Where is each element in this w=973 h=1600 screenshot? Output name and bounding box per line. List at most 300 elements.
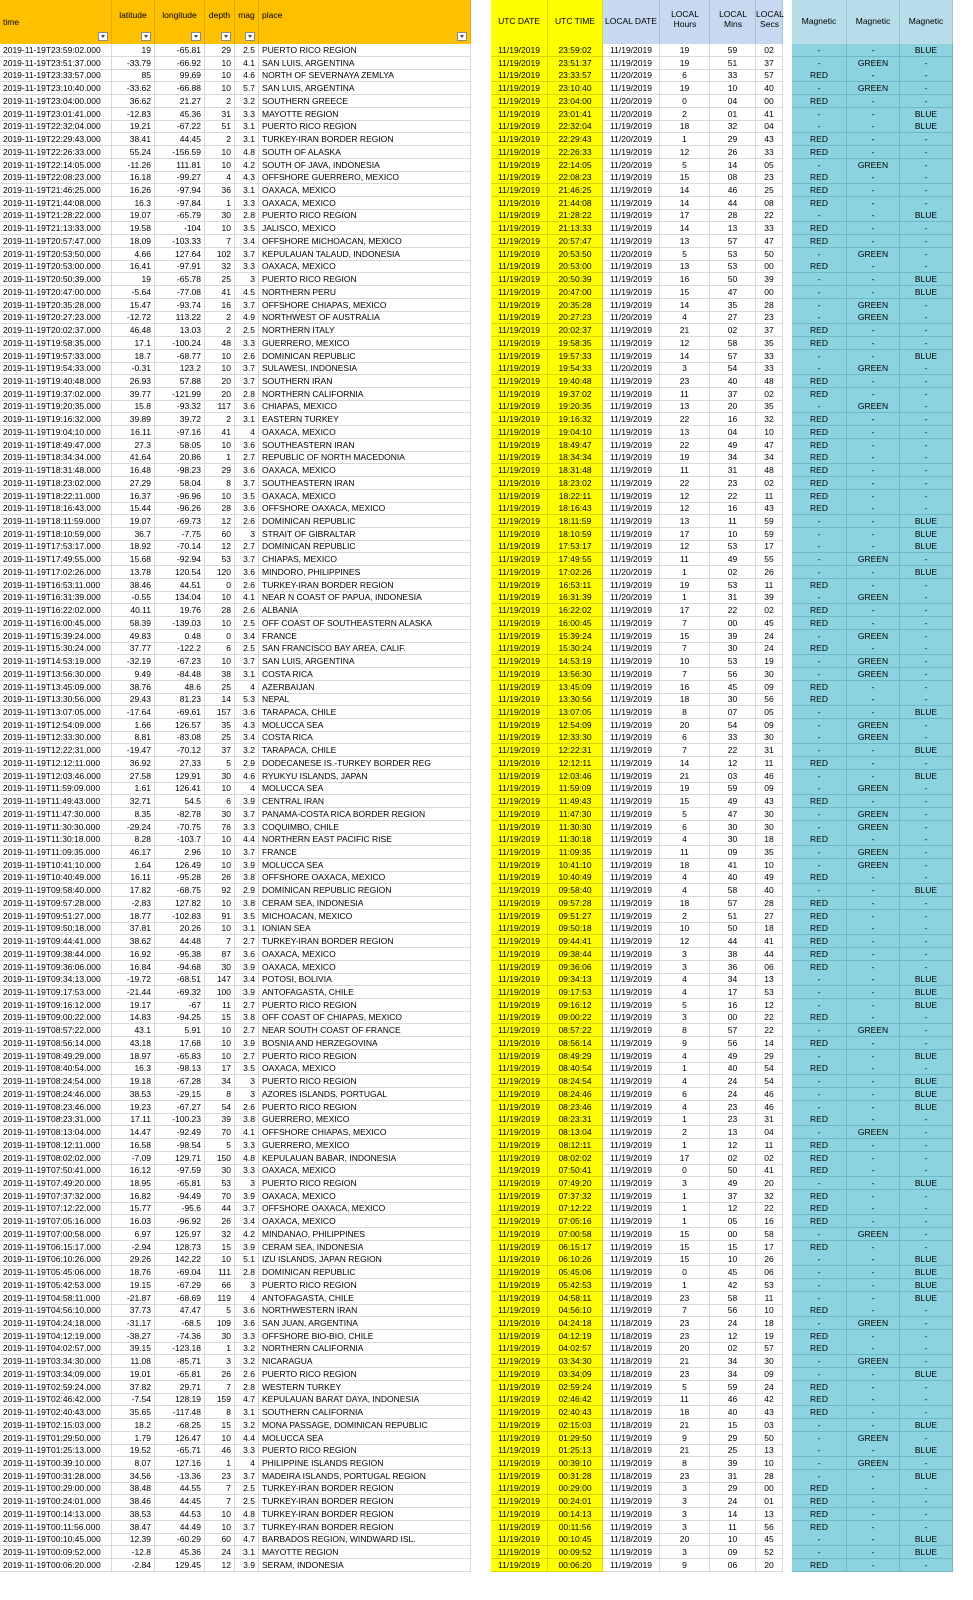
- cell-magnetic-3[interactable]: -: [900, 82, 953, 95]
- cell-lon[interactable]: -68.25: [155, 1419, 205, 1432]
- cell-magnetic-2[interactable]: -: [847, 1241, 900, 1254]
- cell-local-mins[interactable]: 53: [710, 579, 756, 592]
- cell-magnetic-3[interactable]: -: [900, 1508, 953, 1521]
- cell-depth[interactable]: 26: [205, 871, 235, 884]
- cell-time[interactable]: 2019-11-19T22:14:05.000: [0, 159, 112, 172]
- cell-magnetic-2[interactable]: -: [847, 617, 900, 630]
- cell-lon[interactable]: 44.45: [155, 1495, 205, 1508]
- cell-magnetic-3[interactable]: -: [900, 1113, 953, 1126]
- cell-local-mins[interactable]: 34: [710, 1355, 756, 1368]
- cell-magnetic-3[interactable]: BLUE: [900, 1266, 953, 1279]
- cell-time[interactable]: 2019-11-19T06:15:17.000: [0, 1241, 112, 1254]
- cell-local-mins[interactable]: 58: [710, 1292, 756, 1305]
- cell-magnetic-3[interactable]: -: [900, 388, 953, 401]
- cell-magnetic-1[interactable]: -: [792, 986, 847, 999]
- cell-time[interactable]: 2019-11-19T09:16:12.000: [0, 999, 112, 1012]
- cell-utc-time[interactable]: 13:07:05: [548, 706, 603, 719]
- cell-magnetic-3[interactable]: BLUE: [900, 1050, 953, 1063]
- cell-lon[interactable]: 123.2: [155, 362, 205, 375]
- cell-local-secs[interactable]: 22: [756, 1024, 783, 1037]
- cell-local-hours[interactable]: 4: [660, 1101, 710, 1114]
- cell-lon[interactable]: -65.83: [155, 1050, 205, 1063]
- cell-utc-time[interactable]: 09:38:44: [548, 948, 603, 961]
- cell-utc-date[interactable]: 11/19/2019: [491, 1202, 548, 1215]
- cell-time[interactable]: 2019-11-19T12:54:09.000: [0, 719, 112, 732]
- cell-lon[interactable]: -104: [155, 222, 205, 235]
- cell-lon[interactable]: 81.23: [155, 693, 205, 706]
- cell-magnetic-2[interactable]: -: [847, 897, 900, 910]
- cell-utc-time[interactable]: 13:56:30: [548, 668, 603, 681]
- cell-depth[interactable]: 30: [205, 209, 235, 222]
- cell-lat[interactable]: 46.48: [112, 324, 155, 337]
- cell-magnetic-3[interactable]: BLUE: [900, 1444, 953, 1457]
- cell-magnetic-1[interactable]: -: [792, 591, 847, 604]
- cell-local-secs[interactable]: 53: [756, 986, 783, 999]
- cell-utc-date[interactable]: 11/19/2019: [491, 273, 548, 286]
- cell-lon[interactable]: -98.23: [155, 464, 205, 477]
- cell-place[interactable]: OAXACA, MEXICO: [259, 426, 471, 439]
- cell-mag[interactable]: 4.7: [235, 1393, 259, 1406]
- cell-local-mins[interactable]: 58: [710, 884, 756, 897]
- cell-utc-date[interactable]: 11/19/2019: [491, 693, 548, 706]
- cell-mag[interactable]: 3.7: [235, 1470, 259, 1483]
- cell-lon[interactable]: -96.96: [155, 490, 205, 503]
- cell-lon[interactable]: -70.12: [155, 744, 205, 757]
- cell-local-hours[interactable]: 18: [660, 120, 710, 133]
- cell-magnetic-1[interactable]: RED: [792, 1062, 847, 1075]
- table-row[interactable]: [0, 1470, 973, 1483]
- cell-local-hours[interactable]: 18: [660, 1406, 710, 1419]
- cell-time[interactable]: 2019-11-19T20:57:47.000: [0, 235, 112, 248]
- table-row[interactable]: [0, 591, 973, 604]
- cell-magnetic-2[interactable]: -: [847, 260, 900, 273]
- cell-local-secs[interactable]: 02: [756, 477, 783, 490]
- cell-time[interactable]: 2019-11-19T11:59:09.000: [0, 782, 112, 795]
- cell-magnetic-2[interactable]: -: [847, 770, 900, 783]
- table-row[interactable]: [0, 973, 973, 986]
- cell-magnetic-1[interactable]: RED: [792, 1330, 847, 1343]
- cell-utc-date[interactable]: 11/19/2019: [491, 146, 548, 159]
- cell-place[interactable]: SOUTHERN CALIFORNIA: [259, 1406, 471, 1419]
- cell-local-secs[interactable]: 46: [756, 770, 783, 783]
- cell-magnetic-1[interactable]: RED: [792, 1482, 847, 1495]
- cell-local-date[interactable]: 11/19/2019: [603, 388, 660, 401]
- cell-utc-date[interactable]: 11/19/2019: [491, 770, 548, 783]
- cell-depth[interactable]: 10: [205, 1037, 235, 1050]
- cell-utc-date[interactable]: 11/19/2019: [491, 400, 548, 413]
- table-row[interactable]: [0, 133, 973, 146]
- cell-local-mins[interactable]: 02: [710, 1342, 756, 1355]
- cell-mag[interactable]: 3.2: [235, 744, 259, 757]
- cell-magnetic-3[interactable]: -: [900, 1342, 953, 1355]
- cell-magnetic-1[interactable]: -: [792, 1088, 847, 1101]
- cell-local-secs[interactable]: 24: [756, 630, 783, 643]
- cell-depth[interactable]: 26: [205, 1368, 235, 1381]
- cell-time[interactable]: 2019-11-19T07:50:41.000: [0, 1164, 112, 1177]
- cell-place[interactable]: NORTHERN PERU: [259, 286, 471, 299]
- cell-magnetic-1[interactable]: -: [792, 884, 847, 897]
- cell-magnetic-2[interactable]: GREEN: [847, 630, 900, 643]
- cell-time[interactable]: 2019-11-19T09:17:53.000: [0, 986, 112, 999]
- cell-depth[interactable]: 8: [205, 1088, 235, 1101]
- cell-lat[interactable]: -19.72: [112, 973, 155, 986]
- cell-magnetic-1[interactable]: RED: [792, 795, 847, 808]
- cell-utc-date[interactable]: 11/19/2019: [491, 846, 548, 859]
- cell-time[interactable]: 2019-11-19T05:45:06.000: [0, 1266, 112, 1279]
- cell-place[interactable]: MAYOTTE REGION: [259, 1546, 471, 1559]
- table-row[interactable]: [0, 1330, 973, 1343]
- cell-lat[interactable]: 39.15: [112, 1342, 155, 1355]
- cell-magnetic-2[interactable]: -: [847, 44, 900, 57]
- cell-local-mins[interactable]: 53: [710, 540, 756, 553]
- cell-place[interactable]: DOMINICAN REPUBLIC: [259, 1266, 471, 1279]
- cell-local-hours[interactable]: 13: [660, 515, 710, 528]
- cell-magnetic-2[interactable]: -: [847, 1482, 900, 1495]
- table-row[interactable]: [0, 1024, 973, 1037]
- cell-local-date[interactable]: 11/19/2019: [603, 57, 660, 70]
- cell-place[interactable]: OFFSHORE OAXACA, MEXICO: [259, 502, 471, 515]
- cell-depth[interactable]: 150: [205, 1152, 235, 1165]
- cell-magnetic-2[interactable]: GREEN: [847, 1432, 900, 1445]
- cell-lon[interactable]: 120.54: [155, 566, 205, 579]
- cell-magnetic-3[interactable]: -: [900, 1011, 953, 1024]
- table-row[interactable]: [0, 528, 973, 541]
- cell-time[interactable]: 2019-11-19T17:49:55.000: [0, 553, 112, 566]
- cell-place[interactable]: MONA PASSAGE, DOMINICAN REPUBLIC: [259, 1419, 471, 1432]
- cell-local-secs[interactable]: 30: [756, 1355, 783, 1368]
- cell-depth[interactable]: 5: [205, 1304, 235, 1317]
- cell-magnetic-1[interactable]: RED: [792, 95, 847, 108]
- cell-magnetic-2[interactable]: GREEN: [847, 846, 900, 859]
- cell-lat[interactable]: 19.07: [112, 515, 155, 528]
- cell-magnetic-1[interactable]: -: [792, 1368, 847, 1381]
- cell-magnetic-1[interactable]: -: [792, 1457, 847, 1470]
- cell-time[interactable]: 2019-11-19T19:58:35.000: [0, 337, 112, 350]
- cell-time[interactable]: 2019-11-19T00:29:00.000: [0, 1482, 112, 1495]
- cell-utc-time[interactable]: 14:53:19: [548, 655, 603, 668]
- cell-mag[interactable]: 5.3: [235, 693, 259, 706]
- cell-time[interactable]: 2019-11-19T13:45:09.000: [0, 681, 112, 694]
- cell-mag[interactable]: 3: [235, 1279, 259, 1292]
- cell-magnetic-3[interactable]: BLUE: [900, 1177, 953, 1190]
- cell-local-hours[interactable]: 5: [660, 248, 710, 261]
- cell-time[interactable]: 2019-11-19T02:46:42.000: [0, 1393, 112, 1406]
- cell-magnetic-2[interactable]: -: [847, 108, 900, 121]
- cell-local-date[interactable]: 11/19/2019: [603, 1101, 660, 1114]
- cell-lat[interactable]: 16.03: [112, 1215, 155, 1228]
- cell-local-hours[interactable]: 14: [660, 350, 710, 363]
- cell-depth[interactable]: 6: [205, 642, 235, 655]
- cell-place[interactable]: PUERTO RICO REGION: [259, 120, 471, 133]
- cell-local-date[interactable]: 11/19/2019: [603, 1139, 660, 1152]
- cell-mag[interactable]: 4.2: [235, 1228, 259, 1241]
- cell-time[interactable]: 2019-11-19T00:24:01.000: [0, 1495, 112, 1508]
- cell-magnetic-1[interactable]: RED: [792, 197, 847, 210]
- header-magnetic-1[interactable]: [792, 0, 847, 44]
- cell-utc-date[interactable]: 11/19/2019: [491, 1215, 548, 1228]
- header-latitude[interactable]: [112, 0, 155, 44]
- cell-depth[interactable]: 37: [205, 744, 235, 757]
- cell-time[interactable]: 2019-11-19T13:30:56.000: [0, 693, 112, 706]
- cell-magnetic-3[interactable]: BLUE: [900, 999, 953, 1012]
- cell-utc-time[interactable]: 07:00:58: [548, 1228, 603, 1241]
- cell-local-mins[interactable]: 00: [710, 1228, 756, 1241]
- cell-lon[interactable]: 21.27: [155, 95, 205, 108]
- cell-place[interactable]: OFFSHORE OAXACA, MEXICO: [259, 1202, 471, 1215]
- cell-local-date[interactable]: 11/19/2019: [603, 1304, 660, 1317]
- cell-magnetic-1[interactable]: RED: [792, 490, 847, 503]
- cell-lon[interactable]: 44.51: [155, 579, 205, 592]
- cell-lon[interactable]: -67: [155, 999, 205, 1012]
- cell-local-secs[interactable]: 54: [756, 1062, 783, 1075]
- cell-place[interactable]: KEPULAUAN BARAT DAYA, INDONESIA: [259, 1393, 471, 1406]
- cell-local-mins[interactable]: 23: [710, 1113, 756, 1126]
- cell-local-secs[interactable]: 05: [756, 706, 783, 719]
- cell-local-secs[interactable]: 50: [756, 248, 783, 261]
- cell-lat[interactable]: -12.72: [112, 311, 155, 324]
- cell-local-hours[interactable]: 10: [660, 655, 710, 668]
- cell-magnetic-2[interactable]: -: [847, 579, 900, 592]
- cell-time[interactable]: 2019-11-19T17:53:17.000: [0, 540, 112, 553]
- table-row[interactable]: [0, 1292, 973, 1305]
- cell-lat[interactable]: 16.11: [112, 426, 155, 439]
- cell-time[interactable]: 2019-11-19T14:53:19.000: [0, 655, 112, 668]
- cell-local-hours[interactable]: 1: [660, 1202, 710, 1215]
- cell-mag[interactable]: 3.2: [235, 1355, 259, 1368]
- table-row[interactable]: [0, 604, 973, 617]
- header-place[interactable]: [259, 0, 471, 44]
- cell-magnetic-1[interactable]: RED: [792, 324, 847, 337]
- cell-utc-date[interactable]: 11/19/2019: [491, 413, 548, 426]
- cell-depth[interactable]: 46: [205, 1444, 235, 1457]
- cell-lon[interactable]: -68.51: [155, 973, 205, 986]
- cell-depth[interactable]: 3: [205, 1355, 235, 1368]
- table-row[interactable]: [0, 248, 973, 261]
- cell-utc-time[interactable]: 00:24:01: [548, 1495, 603, 1508]
- cell-local-secs[interactable]: 33: [756, 222, 783, 235]
- cell-utc-time[interactable]: 18:10:59: [548, 528, 603, 541]
- cell-lat[interactable]: 34.56: [112, 1470, 155, 1483]
- cell-magnetic-1[interactable]: -: [792, 808, 847, 821]
- cell-local-mins[interactable]: 11: [710, 1521, 756, 1534]
- cell-local-hours[interactable]: 15: [660, 1228, 710, 1241]
- cell-local-date[interactable]: 11/20/2019: [603, 95, 660, 108]
- cell-utc-date[interactable]: 11/19/2019: [491, 655, 548, 668]
- table-row[interactable]: [0, 706, 973, 719]
- cell-utc-date[interactable]: 11/19/2019: [491, 82, 548, 95]
- cell-lon[interactable]: 58.05: [155, 439, 205, 452]
- cell-magnetic-1[interactable]: -: [792, 286, 847, 299]
- cell-lat[interactable]: -0.55: [112, 591, 155, 604]
- cell-magnetic-3[interactable]: -: [900, 184, 953, 197]
- cell-utc-date[interactable]: 11/19/2019: [491, 999, 548, 1012]
- cell-local-hours[interactable]: 15: [660, 171, 710, 184]
- cell-time[interactable]: 2019-11-19T11:49:43.000: [0, 795, 112, 808]
- cell-local-mins[interactable]: 40: [710, 1406, 756, 1419]
- cell-utc-time[interactable]: 22:14:05: [548, 159, 603, 172]
- cell-magnetic-2[interactable]: -: [847, 884, 900, 897]
- cell-lat[interactable]: -7.09: [112, 1152, 155, 1165]
- cell-magnetic-1[interactable]: RED: [792, 260, 847, 273]
- cell-local-secs[interactable]: 39: [756, 591, 783, 604]
- cell-place[interactable]: DOMINICAN REPUBLIC REGION: [259, 884, 471, 897]
- cell-depth[interactable]: 70: [205, 1190, 235, 1203]
- cell-mag[interactable]: 3.7: [235, 808, 259, 821]
- cell-magnetic-3[interactable]: -: [900, 897, 953, 910]
- cell-local-secs[interactable]: 10: [756, 859, 783, 872]
- cell-time[interactable]: 2019-11-19T15:30:24.000: [0, 642, 112, 655]
- cell-local-date[interactable]: 11/19/2019: [603, 821, 660, 834]
- cell-time[interactable]: 2019-11-19T19:40:48.000: [0, 375, 112, 388]
- cell-local-date[interactable]: 11/19/2019: [603, 782, 660, 795]
- cell-utc-time[interactable]: 08:24:46: [548, 1088, 603, 1101]
- cell-local-secs[interactable]: 35: [756, 400, 783, 413]
- cell-depth[interactable]: 31: [205, 108, 235, 121]
- cell-depth[interactable]: 10: [205, 1253, 235, 1266]
- cell-lat[interactable]: 58.39: [112, 617, 155, 630]
- cell-lat[interactable]: 8.81: [112, 731, 155, 744]
- cell-lat[interactable]: 6.97: [112, 1228, 155, 1241]
- cell-time[interactable]: 2019-11-19T07:37:32.000: [0, 1190, 112, 1203]
- cell-magnetic-1[interactable]: -: [792, 57, 847, 70]
- cell-local-secs[interactable]: 02: [756, 604, 783, 617]
- cell-magnetic-1[interactable]: -: [792, 248, 847, 261]
- cell-lat[interactable]: 43.1: [112, 1024, 155, 1037]
- table-row[interactable]: [0, 833, 973, 846]
- cell-magnetic-3[interactable]: -: [900, 1241, 953, 1254]
- cell-utc-date[interactable]: 11/19/2019: [491, 706, 548, 719]
- cell-local-date[interactable]: 11/19/2019: [603, 999, 660, 1012]
- cell-local-date[interactable]: 11/18/2019: [603, 1368, 660, 1381]
- cell-lat[interactable]: 19.23: [112, 1101, 155, 1114]
- cell-lat[interactable]: 39.77: [112, 388, 155, 401]
- cell-local-mins[interactable]: 34: [710, 1368, 756, 1381]
- cell-magnetic-3[interactable]: -: [900, 1215, 953, 1228]
- cell-depth[interactable]: 10: [205, 897, 235, 910]
- cell-utc-date[interactable]: 11/19/2019: [491, 490, 548, 503]
- cell-utc-time[interactable]: 08:24:54: [548, 1075, 603, 1088]
- cell-utc-time[interactable]: 13:45:09: [548, 681, 603, 694]
- cell-utc-time[interactable]: 12:22:31: [548, 744, 603, 757]
- cell-local-mins[interactable]: 13: [710, 222, 756, 235]
- cell-magnetic-3[interactable]: -: [900, 846, 953, 859]
- cell-local-hours[interactable]: 19: [660, 82, 710, 95]
- cell-local-secs[interactable]: 13: [756, 973, 783, 986]
- cell-lon[interactable]: -102.83: [155, 910, 205, 923]
- table-row[interactable]: [0, 1559, 973, 1572]
- cell-local-mins[interactable]: 07: [710, 706, 756, 719]
- cell-lat[interactable]: 27.29: [112, 477, 155, 490]
- cell-magnetic-3[interactable]: -: [900, 655, 953, 668]
- cell-mag[interactable]: 2.8: [235, 209, 259, 222]
- cell-lon[interactable]: 129.71: [155, 1152, 205, 1165]
- cell-magnetic-3[interactable]: -: [900, 1432, 953, 1445]
- cell-local-date[interactable]: 11/19/2019: [603, 948, 660, 961]
- cell-local-secs[interactable]: 43: [756, 502, 783, 515]
- cell-magnetic-3[interactable]: -: [900, 248, 953, 261]
- cell-local-date[interactable]: 11/19/2019: [603, 681, 660, 694]
- cell-time[interactable]: 2019-11-19T12:33:30.000: [0, 731, 112, 744]
- table-row[interactable]: [0, 1241, 973, 1254]
- cell-utc-date[interactable]: 11/19/2019: [491, 1177, 548, 1190]
- cell-magnetic-3[interactable]: -: [900, 477, 953, 490]
- cell-local-mins[interactable]: 22: [710, 490, 756, 503]
- cell-utc-date[interactable]: 11/19/2019: [491, 1317, 548, 1330]
- cell-mag[interactable]: 2.7: [235, 540, 259, 553]
- cell-time[interactable]: 2019-11-19T03:34:09.000: [0, 1368, 112, 1381]
- cell-lat[interactable]: 35.65: [112, 1406, 155, 1419]
- cell-local-date[interactable]: 11/20/2019: [603, 159, 660, 172]
- cell-time[interactable]: 2019-11-19T20:27:23.000: [0, 311, 112, 324]
- cell-local-secs[interactable]: 19: [756, 1330, 783, 1343]
- cell-utc-date[interactable]: 11/19/2019: [491, 604, 548, 617]
- cell-local-date[interactable]: 11/19/2019: [603, 235, 660, 248]
- cell-magnetic-2[interactable]: -: [847, 1406, 900, 1419]
- cell-lat[interactable]: 16.11: [112, 871, 155, 884]
- cell-mag[interactable]: 2.7: [235, 935, 259, 948]
- cell-utc-date[interactable]: 11/19/2019: [491, 833, 548, 846]
- cell-local-secs[interactable]: 32: [756, 413, 783, 426]
- cell-magnetic-3[interactable]: BLUE: [900, 44, 953, 57]
- cell-place[interactable]: CHIAPAS, MEXICO: [259, 400, 471, 413]
- cell-time[interactable]: 2019-11-19T18:16:43.000: [0, 502, 112, 515]
- cell-utc-date[interactable]: 11/19/2019: [491, 1126, 548, 1139]
- cell-depth[interactable]: 54: [205, 1101, 235, 1114]
- cell-utc-time[interactable]: 03:34:09: [548, 1368, 603, 1381]
- cell-mag[interactable]: 3.6: [235, 464, 259, 477]
- cell-magnetic-1[interactable]: -: [792, 668, 847, 681]
- cell-local-secs[interactable]: 26: [756, 1253, 783, 1266]
- cell-magnetic-1[interactable]: -: [792, 540, 847, 553]
- cell-local-mins[interactable]: 35: [710, 299, 756, 312]
- table-row[interactable]: [0, 324, 973, 337]
- cell-local-hours[interactable]: 1: [660, 1062, 710, 1075]
- cell-local-mins[interactable]: 06: [710, 1559, 756, 1572]
- cell-time[interactable]: 2019-11-19T00:09:52.000: [0, 1546, 112, 1559]
- cell-depth[interactable]: 25: [205, 731, 235, 744]
- cell-lat[interactable]: 19: [112, 273, 155, 286]
- cell-local-hours[interactable]: 15: [660, 286, 710, 299]
- cell-lon[interactable]: -156.59: [155, 146, 205, 159]
- cell-mag[interactable]: 3.7: [235, 655, 259, 668]
- cell-magnetic-1[interactable]: -: [792, 362, 847, 375]
- cell-magnetic-1[interactable]: RED: [792, 1508, 847, 1521]
- cell-mag[interactable]: 3.4: [235, 1215, 259, 1228]
- cell-magnetic-2[interactable]: -: [847, 209, 900, 222]
- cell-magnetic-1[interactable]: RED: [792, 1215, 847, 1228]
- cell-magnetic-2[interactable]: GREEN: [847, 553, 900, 566]
- cell-local-date[interactable]: 11/19/2019: [603, 146, 660, 159]
- cell-magnetic-1[interactable]: -: [792, 1279, 847, 1292]
- cell-lat[interactable]: 1.79: [112, 1432, 155, 1445]
- cell-place[interactable]: OAXACA, MEXICO: [259, 1164, 471, 1177]
- table-row[interactable]: [0, 222, 973, 235]
- cell-utc-date[interactable]: 11/19/2019: [491, 897, 548, 910]
- cell-place[interactable]: NICARAGUA: [259, 1355, 471, 1368]
- cell-local-secs[interactable]: 10: [756, 426, 783, 439]
- cell-magnetic-3[interactable]: -: [900, 1381, 953, 1394]
- cell-place[interactable]: OAXACA, MEXICO: [259, 490, 471, 503]
- cell-local-hours[interactable]: 1: [660, 1215, 710, 1228]
- table-row[interactable]: [0, 286, 973, 299]
- cell-lon[interactable]: -103.7: [155, 833, 205, 846]
- cell-local-date[interactable]: 11/19/2019: [603, 299, 660, 312]
- cell-local-secs[interactable]: 11: [756, 757, 783, 770]
- cell-depth[interactable]: 10: [205, 490, 235, 503]
- cell-magnetic-2[interactable]: -: [847, 490, 900, 503]
- cell-depth[interactable]: 10: [205, 617, 235, 630]
- cell-mag[interactable]: 5.1: [235, 1253, 259, 1266]
